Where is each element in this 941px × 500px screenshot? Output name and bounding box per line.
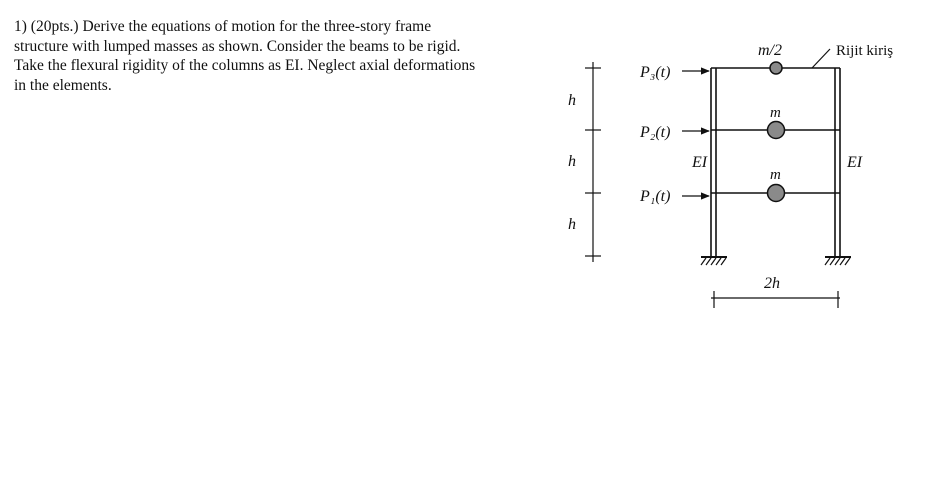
story-height-dimension [585,62,601,262]
load-label-top: P₃(t) [640,64,671,81]
load-label-bottom: P₁(t) [640,188,671,205]
left-fixed-support [701,257,727,265]
right-fixed-support [825,257,851,265]
problem-line-2: structure with lumped masses as shown. Consider the beams to be rigid. [14,37,461,55]
problem-line-1: 1) (20pts.) Derive the equations of motion for the three-story frame [14,18,432,35]
beam-note-leader [812,49,830,68]
right-column-label: EI [847,154,863,171]
problem-line-3: Take the flexural rigidity of the columns as EI. Neglect axial deformations [14,57,476,74]
bottom-mass [768,185,785,202]
bottom-mass-label: m [770,167,781,183]
beam-note: Rijit kiriş [836,43,894,59]
top-mass [770,62,782,74]
story-height-label-1: h [568,216,576,233]
right-column [835,68,840,256]
story-height-label-3: h [568,92,576,109]
left-column-label: EI [692,154,708,171]
load-label-middle: P₂(t) [640,124,671,141]
middle-mass [768,122,785,139]
problem-line-4: in the elements. [14,76,112,94]
top-mass-label: m/2 [758,42,782,59]
middle-mass-label: m [770,105,781,121]
story-height-label-2: h [568,153,576,170]
bay-width-dimension [711,291,840,308]
bay-width-label: 2h [764,275,780,292]
left-column [711,68,716,256]
